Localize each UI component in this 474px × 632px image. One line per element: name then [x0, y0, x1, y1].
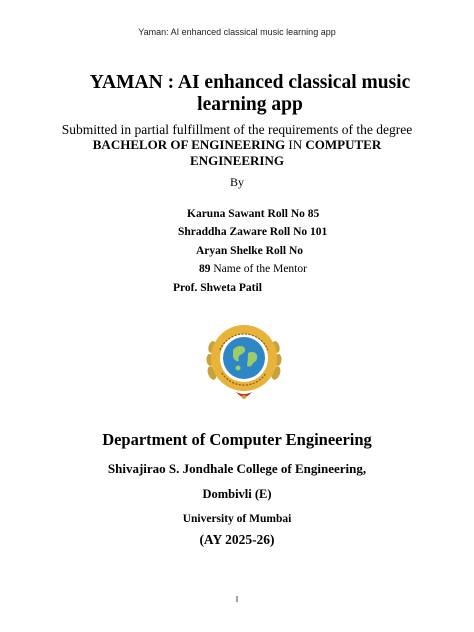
mentor-name: Prof. Shweta Patil	[173, 282, 262, 294]
degree-bachelor: BACHELOR OF ENGINEERING	[92, 137, 286, 152]
submission-statement: Submitted in partial fulfillment of the requirements of the degree	[61, 122, 413, 137]
university-name: University of Mumbai	[182, 513, 292, 525]
member-1: Karuna Sawant Roll No 85	[187, 208, 320, 220]
degree-in: IN	[285, 137, 306, 152]
college-location: Dombivli (E)	[202, 487, 272, 501]
mentor-label: Name of the Mentor	[210, 263, 307, 275]
mentor-line	[199, 263, 307, 275]
department-name: Department of Computer Engineering	[102, 430, 372, 449]
college-logo	[204, 318, 284, 404]
by-label: By	[229, 175, 244, 189]
degree-branch: COMPUTER ENGINEERING	[190, 137, 382, 168]
degree-name	[60, 137, 414, 169]
page-number: I	[235, 595, 239, 604]
roll-continuation: 89	[199, 263, 211, 275]
college-name: Shivajirao S. Jondhale College of Engineering,	[107, 461, 367, 476]
document-title: YAMAN : AI enhanced classical music learning app	[89, 72, 411, 115]
globe-icon	[223, 337, 265, 379]
member-3: Aryan Shelke Roll No	[196, 245, 304, 257]
member-2: Shraddha Zaware Roll No 101	[178, 226, 328, 238]
academic-year: (AY 2025-26)	[199, 532, 275, 547]
running-header: Yaman: AI enhanced classical music learning app	[138, 27, 336, 37]
